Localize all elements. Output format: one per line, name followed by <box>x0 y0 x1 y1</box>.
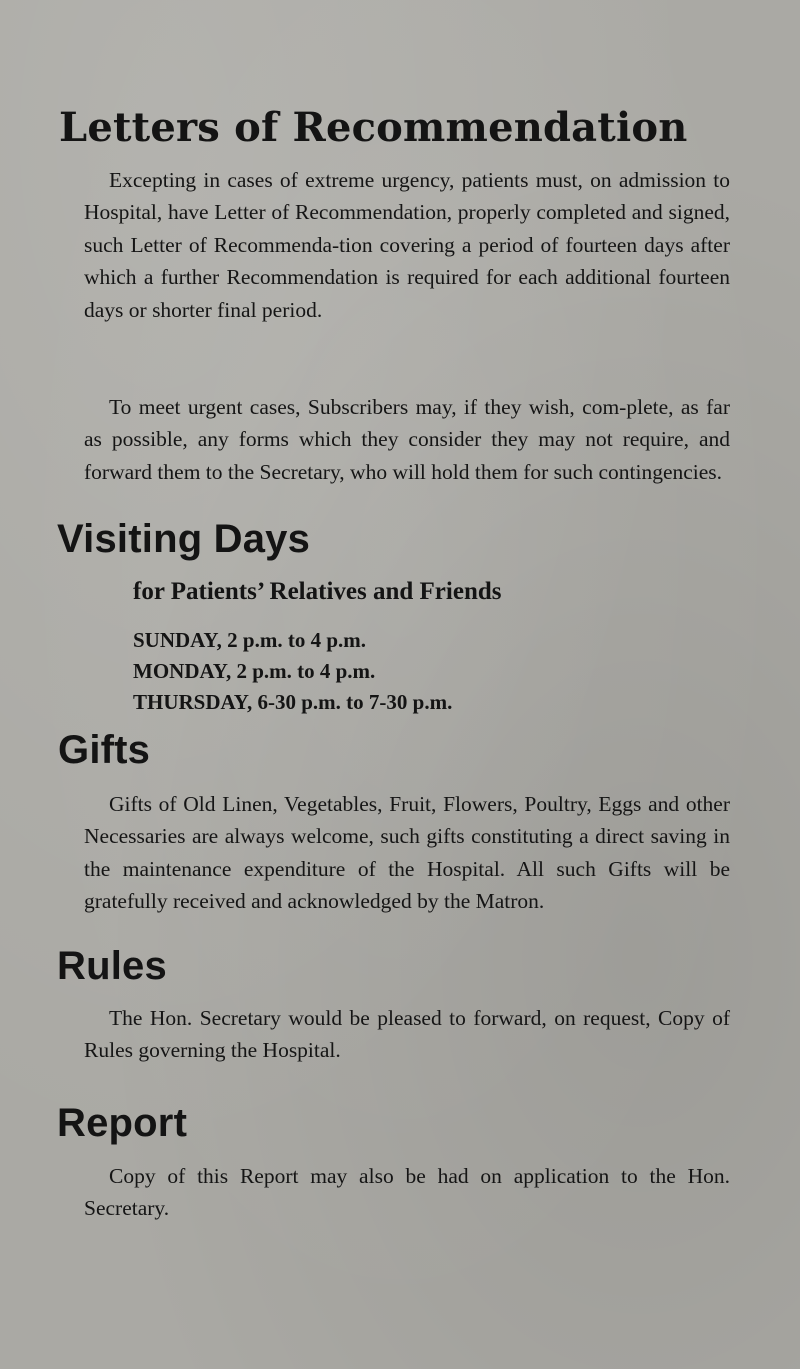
visiting-subheading: for Patients’ Relatives and Friends <box>133 578 502 605</box>
letters-paragraph-1: Excepting in cases of extreme urgency, patients must, on admission to Hospital, have Letter of Recommendation, properly completed and signed, such Letter of Recommenda-tion covering a period of fourteen days after which a further Recommendation is required for each additional fourteen days or shorter final period. <box>84 168 730 322</box>
letters-heading: Letters of Recommendation <box>59 104 688 151</box>
report-heading: Report <box>57 1101 188 1145</box>
gifts-paragraph: Gifts of Old Linen, Vegetables, Fruit, Flowers, Poultry, Eggs and other Necessaries are always welcome, such gifts constituting a direct saving in the maintenance expenditure of the Hospital. All such Gifts will be gratefully received and acknowledged by the Matron. <box>84 792 730 914</box>
visiting-time-monday: MONDAY, 2 p.m. to 4 p.m. <box>133 659 376 683</box>
rules-paragraph: The Hon. Secretary would be pleased to forward, on request, Copy of Rules governing the Hospital. <box>84 1006 730 1063</box>
visiting-times-list <box>133 625 452 718</box>
rules-heading: Rules <box>57 944 167 988</box>
report-paragraph: Copy of this Report may also be had on application to the Hon. Secretary. <box>84 1164 730 1221</box>
visiting-heading: Visiting Days <box>57 517 311 561</box>
gifts-heading: Gifts <box>58 728 151 772</box>
visiting-time-sunday: SUNDAY, 2 p.m. to 4 p.m. <box>133 628 366 652</box>
letters-paragraph-2: To meet urgent cases, Subscribers may, if they wish, com-plete, as far as possible, any forms which they consider they may not require, and forward them to the Secretary, who will hold them for such contingencies. <box>84 395 730 484</box>
visiting-time-thursday: THURSDAY, 6-30 p.m. to 7-30 p.m. <box>133 690 453 714</box>
